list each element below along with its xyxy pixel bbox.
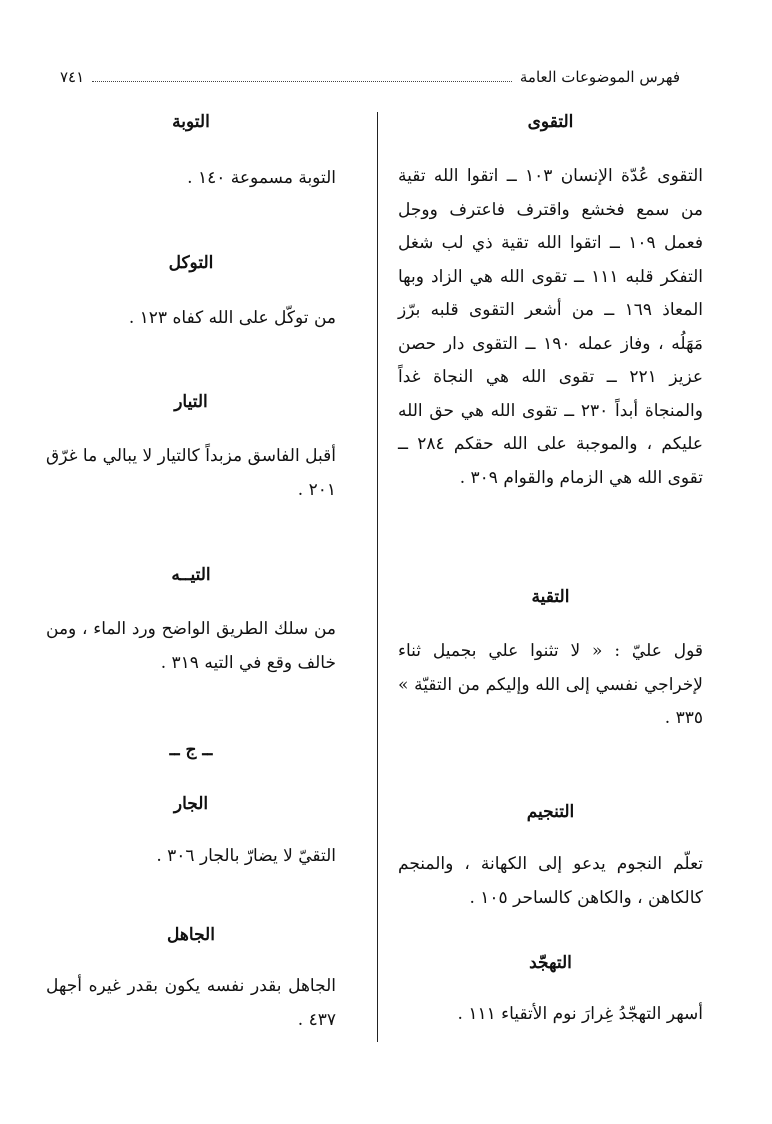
entry-heading-taqwa: التقوى (527, 112, 574, 132)
entry-heading-jar: الجار (173, 794, 209, 814)
entry-text-taqiyya: قول عليّ : « لا تثنوا علي بجميل ثناء لإخراجي نفسي إلى الله وإليكم من التقيّة » ٣٣٥ . (398, 641, 703, 728)
entry-text-taqwa: التقوى عُدّة الإنسان ١٠٣ ــ اتقوا الله تقية من سمع فخشع واقترف فاعترف ووجل فعمل ١٠٩ ــ اتقوا الله تقية ذي لب شغل التفكر قلبه ١١١ ــ تقوى الله هي الزاد وبها المعاذ ١٦٩ ــ من أشعر التقوى قلبه برّز مَهَلُه ، وفاز عمله ١٩٠ ــ التقوى دار حصن عزيز ٢٢١ ــ تقوى الله هي النجاة غداً والمنجاة أبداً ٢٣٠ ــ تقوى الله هي حق الله عليكم ، والموجبة على الله حقكم ٢٨٤ ــ تقوى الله هي الزمام والقوام ٣٠٩ . (398, 166, 703, 488)
entry-text-tih: من سلك الطريق الواضح ورد الماء ، ومن خالف وقع في التيه ٣١٩ . (46, 619, 336, 673)
entry-text-tahajjud: أسهر التهجّدُ غِرارَ نوم الأتقياء ١١١ . (457, 1004, 703, 1024)
entry-text-jar: التقيّ لا يضارّ بالجار ٣٠٦ . (156, 846, 336, 866)
running-title: فهرس الموضوعات العامة (519, 68, 680, 86)
entry-heading-tanjim: التنجيم (526, 802, 575, 822)
entry-heading-tawakkul: التوكل (168, 253, 214, 273)
entry-text-tawakkul: من توكّل على الله كفاه ١٢٣ . (128, 308, 336, 328)
entry-heading-tayyar: التيار (174, 392, 208, 412)
entry-heading-taqiyya: التقية (531, 587, 570, 607)
leader-dots (92, 81, 512, 82)
entry-text-tawba: التوبة مسموعة ١٤٠ . (187, 168, 336, 188)
entry-text-jahil: الجاهل بقدر نفسه يكون بقدر غيره أجهل ٤٣٧ . (46, 976, 336, 1030)
page-number: ٧٤١ (60, 68, 85, 86)
entry-heading-tahajjud: التهجّد (529, 953, 572, 973)
entry-heading-jahil: الجاهل (167, 925, 215, 945)
column-divider (377, 112, 378, 1042)
page-header (60, 62, 680, 92)
entry-heading-tih: التيــه (171, 565, 211, 585)
entry-text-tanjim: تعلّم النجوم يدعو إلى الكهانة ، والمنجم كالكاهن ، والكاهن كالساحر ١٠٥ . (398, 854, 703, 908)
entry-heading-tawba: التوبة (172, 112, 210, 132)
entry-text-tayyar: أقبل الفاسق مزبداً كالتيار لا يبالي ما غرّق ٢٠١ . (46, 446, 336, 500)
section-letter-jim: ــ ج ــ (169, 740, 213, 760)
